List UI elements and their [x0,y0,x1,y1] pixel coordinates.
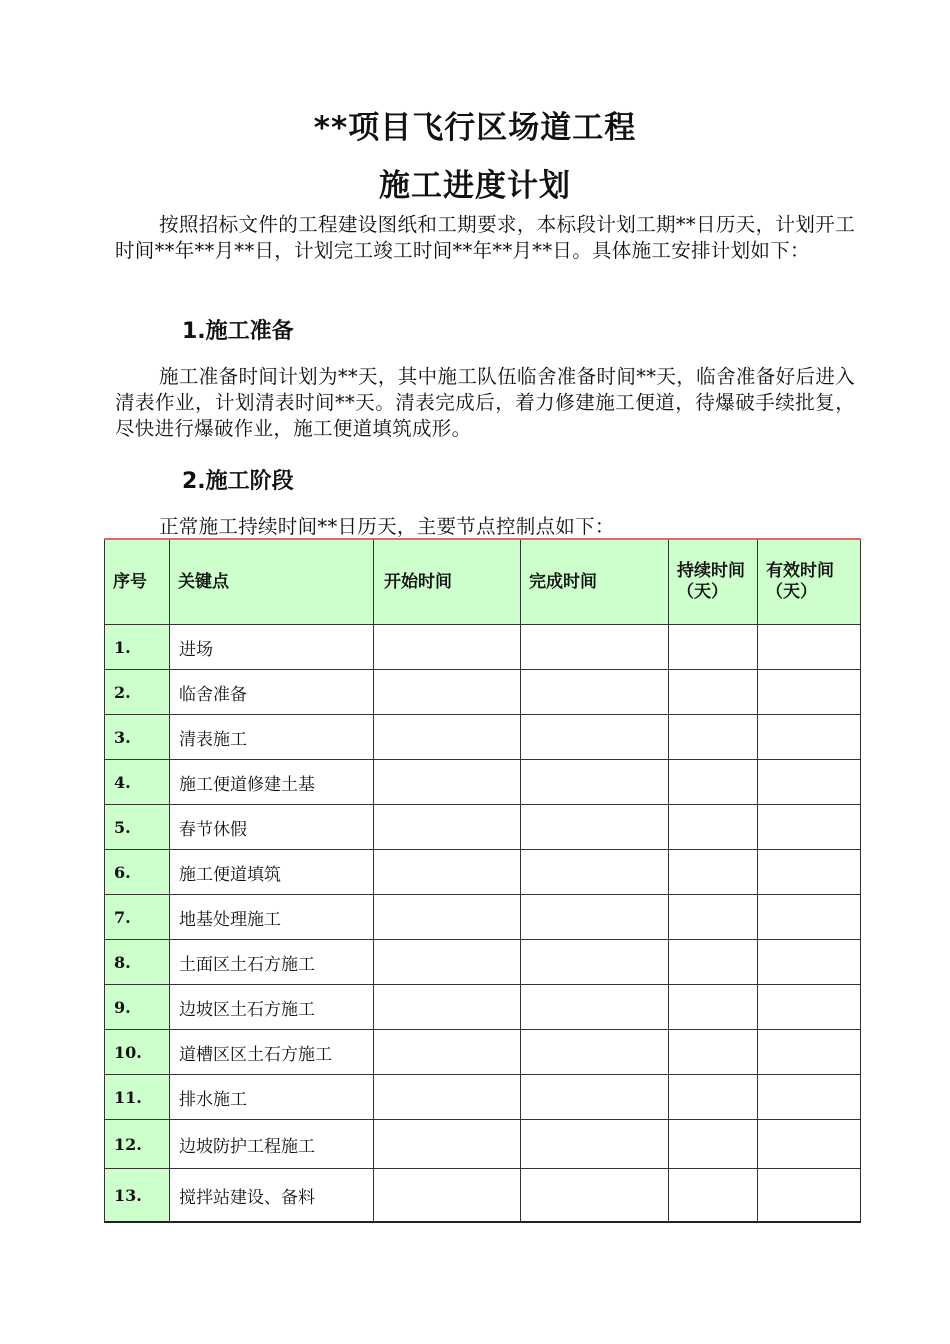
row-number: 2. [105,670,170,715]
row-key-point: 搅拌站建设、备料 [170,1169,374,1223]
row-number: 5. [105,805,170,850]
row-end-time [521,850,669,895]
table-row [105,940,861,985]
table-header-row [105,539,861,625]
row-duration [669,670,758,715]
intro-paragraph: 按照招标文件的工程建设图纸和工期要求，本标段计划工期**日历天，计划开工时间**年**月**日，计划完工竣工时间**年**月**日。具体施工安排计划如下： [115,213,855,262]
table-row [105,760,861,805]
row-start-time [374,760,521,805]
row-start-time [374,1169,521,1223]
row-effective [758,760,861,805]
header-duration: 持续时间（天） [669,539,758,625]
row-number: 3. [105,715,170,760]
table-row [105,670,861,715]
row-start-time [374,850,521,895]
header-key-point: 关键点 [170,539,374,625]
section-heading-preparation: 1.施工准备 [182,319,294,344]
row-key-point: 进场 [170,625,374,670]
row-key-point: 清表施工 [170,715,374,760]
table-row [105,895,861,940]
row-duration [669,895,758,940]
row-duration [669,715,758,760]
row-start-time [374,805,521,850]
row-duration [669,760,758,805]
row-duration [669,1169,758,1223]
row-key-point: 道槽区区土石方施工 [170,1030,374,1075]
row-number: 9. [105,985,170,1030]
row-duration [669,1030,758,1075]
section-heading-construction: 2.施工阶段 [182,469,294,494]
row-number: 12. [105,1120,170,1169]
row-end-time [521,1075,669,1120]
row-key-point: 临舍准备 [170,670,374,715]
row-effective [758,805,861,850]
table-row [105,985,861,1030]
row-number: 4. [105,760,170,805]
row-end-time [521,625,669,670]
row-duration [669,805,758,850]
header-effective: 有效时间（天） [758,539,861,625]
row-effective [758,670,861,715]
row-duration [669,940,758,985]
header-start-time: 开始时间 [374,539,521,625]
row-effective [758,1075,861,1120]
table-row [105,850,861,895]
row-effective [758,940,861,985]
row-effective [758,625,861,670]
row-key-point: 边坡防护工程施工 [170,1120,374,1169]
row-start-time [374,940,521,985]
row-effective [758,1120,861,1169]
table-row [105,1075,861,1120]
document-subtitle: 施工进度计划 [379,168,571,204]
row-effective [758,850,861,895]
row-key-point: 施工便道填筑 [170,850,374,895]
row-duration [669,1120,758,1169]
row-number: 7. [105,895,170,940]
row-number: 8. [105,940,170,985]
row-end-time [521,1169,669,1223]
row-key-point: 排水施工 [170,1075,374,1120]
table-row [105,715,861,760]
row-key-point: 土面区土石方施工 [170,940,374,985]
row-number: 10. [105,1030,170,1075]
construction-paragraph: 正常施工持续时间**日历天，主要节点控制点如下： [159,515,615,538]
row-start-time [374,895,521,940]
row-end-time [521,1030,669,1075]
table-row [105,805,861,850]
row-duration [669,625,758,670]
row-key-point: 施工便道修建土基 [170,760,374,805]
row-duration [669,850,758,895]
row-number: 11. [105,1075,170,1120]
preparation-paragraph: 施工准备时间计划为**天，其中施工队伍临舍准备时间**天，临舍准备好后进入清表作业，计划清表时间**天。清表完成后，着力修建施工便道，待爆破手续批复，尽快进行爆破作业，施工便道填筑成形。 [115,365,855,440]
row-end-time [521,985,669,1030]
row-key-point: 边坡区土石方施工 [170,985,374,1030]
row-end-time [521,940,669,985]
table-row [105,1169,861,1223]
row-duration [669,985,758,1030]
table-row [105,625,861,670]
row-effective [758,1169,861,1223]
row-effective [758,895,861,940]
row-effective [758,1030,861,1075]
row-duration [669,1075,758,1120]
row-start-time [374,1075,521,1120]
row-start-time [374,1030,521,1075]
row-end-time [521,805,669,850]
header-end-time: 完成时间 [521,539,669,625]
row-number: 1. [105,625,170,670]
row-start-time [374,985,521,1030]
row-effective [758,985,861,1030]
row-end-time [521,1120,669,1169]
row-number: 13. [105,1169,170,1223]
row-number: 6. [105,850,170,895]
row-end-time [521,895,669,940]
row-start-time [374,670,521,715]
row-key-point: 地基处理施工 [170,895,374,940]
row-end-time [521,760,669,805]
row-start-time [374,625,521,670]
row-effective [758,715,861,760]
row-start-time [374,715,521,760]
table-row [105,1030,861,1075]
document-title: **项目飞行区场道工程 [313,110,637,146]
schedule-table [104,538,861,1223]
row-start-time [374,1120,521,1169]
header-seq: 序号 [105,539,170,625]
row-end-time [521,670,669,715]
table-row [105,1120,861,1169]
row-key-point: 春节休假 [170,805,374,850]
row-end-time [521,715,669,760]
